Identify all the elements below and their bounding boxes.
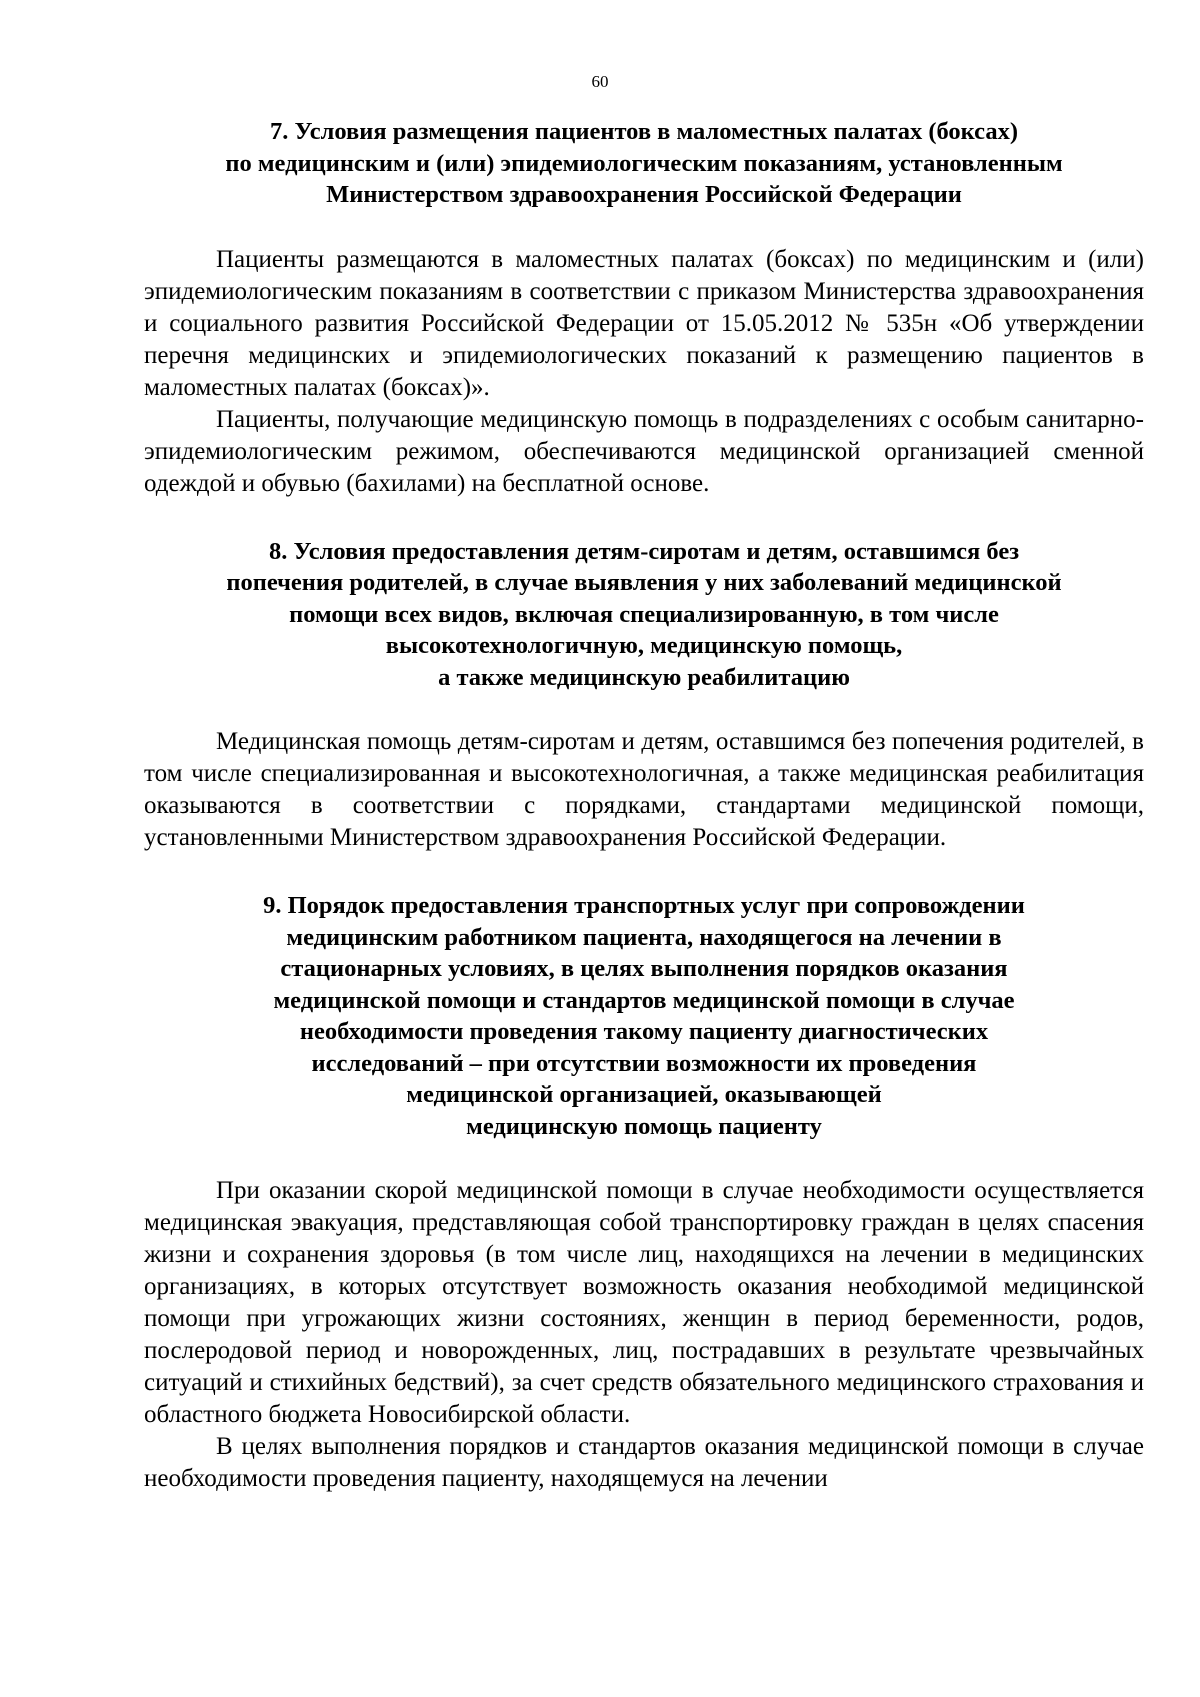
page-content (144, 116, 1144, 1495)
heading-line: помощи всех видов, включая специализированную, в том числе (289, 600, 999, 628)
spacer (144, 854, 1144, 890)
heading-line: медицинскую помощь пациенту (466, 1112, 822, 1140)
spacer (144, 1142, 1144, 1175)
heading-line: по медицинским и (или) эпидемиологическим показаниям, установленным (225, 149, 1063, 177)
spacer (144, 211, 1144, 244)
heading-line: Министерством здравоохранения Российской Федерации (326, 181, 962, 208)
heading-line: 9. Порядок предоставления транспортных услуг при сопровождении (263, 892, 1025, 919)
section-9-heading (144, 890, 1144, 1142)
heading-line: медицинским работником пациента, находящегося на лечении в (286, 923, 1002, 951)
spacer (144, 500, 1144, 536)
section-7-paragraph-2: Пациенты, получающие медицинскую помощь в подразделениях с особым санитарно-эпидемиологическим режимом, обеспечиваются медицинской организацией сменной одеждой и обувью (бахилами) на бесплатной основе. (144, 405, 1144, 497)
heading-line: необходимости проведения такому пациенту диагностических (299, 1018, 989, 1045)
heading-line: медицинской помощи и стандартов медицинской помощи в случае (273, 986, 1015, 1014)
page-number: 60 (591, 72, 609, 91)
heading-line: стационарных условиях, в целях выполнения порядков оказания (280, 955, 1008, 982)
section-8-heading (144, 536, 1144, 694)
section-7-heading (144, 116, 1144, 211)
section-8-paragraph-1: Медицинская помощь детям-сиротам и детям, оставшимся без попечения родителей, в том числе специализированная и высокотехнологичная, а также медицинская реабилитация оказываются в соответствии с порядками, стандартами медицинской помощи, установленными Министерством здравоохранения Российской Федерации. (144, 728, 1144, 851)
heading-line: 7. Условия размещения пациентов в маломестных палатах (боксах) (269, 118, 1019, 145)
spacer (144, 693, 1144, 726)
heading-line: исследований – при отсутствии возможности их проведения (311, 1049, 977, 1077)
heading-line: а также медицинскую реабилитацию (438, 663, 850, 691)
heading-line: высокотехнологичную, медицинскую помощь, (385, 632, 903, 659)
section-9-paragraph-1: При оказании скорой медицинской помощи в случае необходимости осуществляется медицинская эвакуация, представляющая собой транспортировку граждан в целях спасения жизни и сохранения здоровья (в том числе лиц, находящихся на лечении в медицинских организациях, в которых отсутствует возможность оказания необходимой медицинской помощи при угрожающих жизни состояниях, женщин в период беременности, родов, послеродовой период и новорожденных, лиц, пострадавших в результате чрезвычайных ситуаций и стихийных бедствий), за счет средств обязательного медицинского страхования и областного бюджета Новосибирской области. (144, 1177, 1144, 1428)
heading-line: медицинской организацией, оказывающей (406, 1081, 882, 1108)
section-9-paragraph-2: В целях выполнения порядков и стандартов оказания медицинской помощи в случае необходимости проведения пациенту, находящемуся на лечении (144, 1433, 1144, 1492)
heading-line: 8. Условия предоставления детям-сиротам и детям, оставшимся без (268, 537, 1020, 565)
heading-line: попечения родителей, в случае выявления у них заболеваний медицинской (226, 569, 1062, 596)
section-7-paragraph-1: Пациенты размещаются в маломестных палатах (боксах) по медицинским и (или) эпидемиологическим показаниям в соответствии с приказом Министерства здравоохранения и социального развития Российской Федерации от 15.05.2012 № 535н «Об утверждении перечня медицинских и эпидемиологических показаний к размещению пациентов в маломестных палатах (боксах)». (144, 245, 1144, 401)
